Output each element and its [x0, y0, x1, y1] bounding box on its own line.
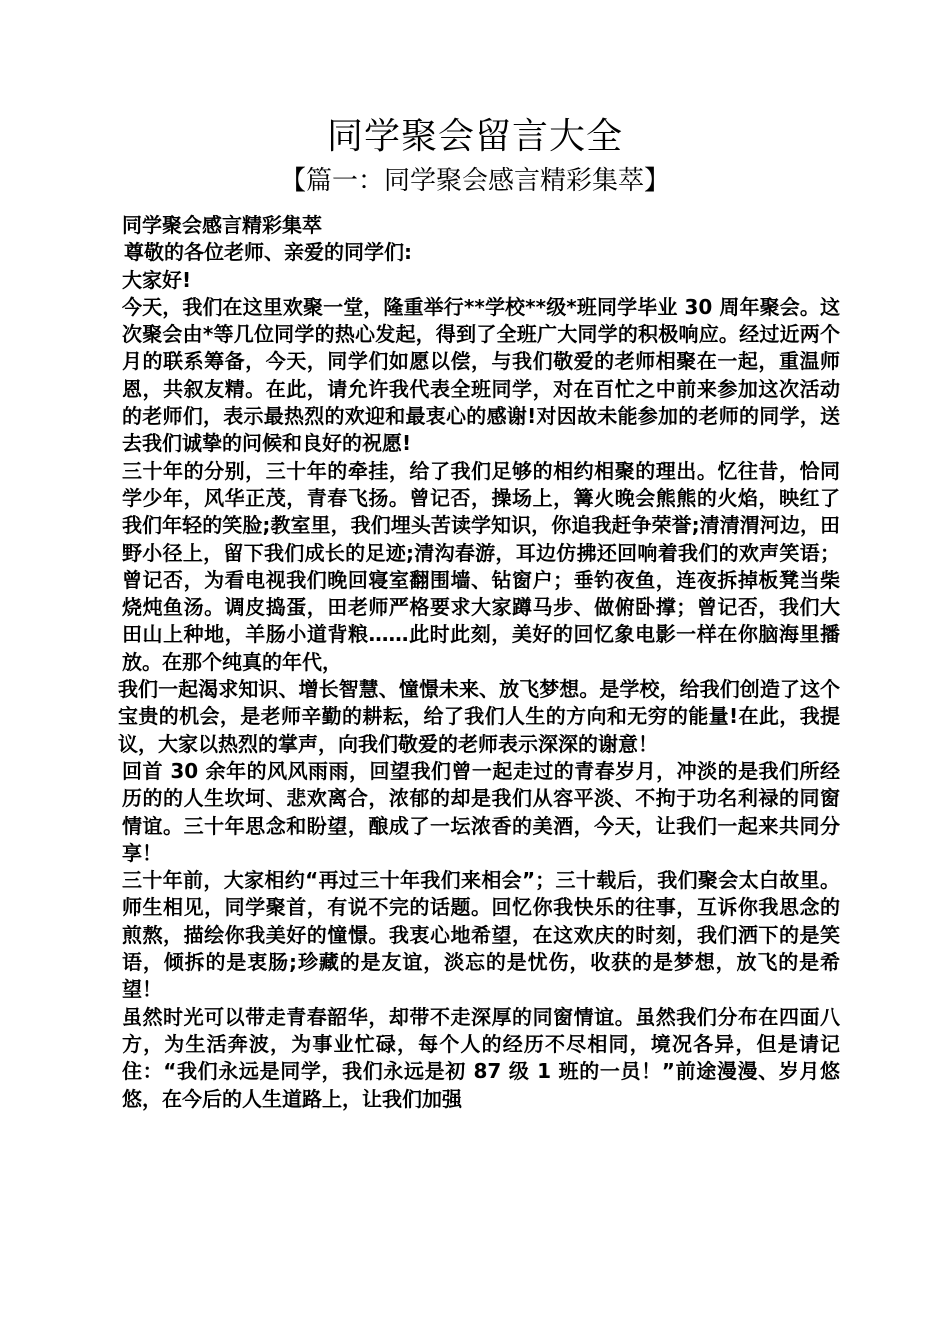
body-paragraph: 回首 30 余年的风风雨雨，回望我们曾一起走过的青春岁月，冲淡的是我们所经历的的人生坎坷、悲欢离合，浓郁的却是我们从容平淡、不拘于功名利禄的同窗情谊。三十年思念和盼望，酿成了一坛浓香的美酒，今天，让我们一起来共同分享！ [122, 758, 840, 865]
body-paragraph: 三十年的分别，三十年的牵挂，给了我们足够的相约相聚的理出。忆往昔，恰同学少年，风华正茂，青春飞扬。曾记否，操场上，篝火晚会熊熊的火焰，映红了我们年轻的笑脸;教室里，我们埋头苦读学知识，你追我赶争荣誉;清清渭河边，田野小径上，留下我们成长的足迹;清沟春游，耳边仿拂还回响着我们的欢声笑语；曾记否，为看电视我们晚回寝室翻围墙、钻窗户；垂钓夜鱼，连夜拆掉板凳当柴烧炖鱼汤。调皮捣蛋，田老师严格要求大家蹲马步、做俯卧撑；曾记否，我们大田山上种地，羊肠小道背粮……此时此刻，美好的回忆象电影一样在你脑海里播放。在那个纯真的年代， [122, 458, 840, 674]
body-paragraph: 我们一起渴求知识、增长智慧、憧憬未来、放飞梦想。是学校，给我们创造了这个宝贵的机会，是老师辛勤的耕耘，给了我们人生的方向和无穷的能量!在此，我提议，大家以热烈的掌声，向我们敬爱的老师表示深深的谢意！ [118, 677, 840, 756]
body-paragraph: 虽然时光可以带走青春韶华，却带不走深厚的同窗情谊。虽然我们分布在四面八方，为生活奔波，为事业忙碌，每个人的经历不尽相同，境况各异，但是请记住：“我们永远是同学，我们永远是初 87 级 1 班的一员！”前途漫漫、岁月悠悠，在今后的人生道路上，让我们加强 [122, 1004, 840, 1111]
body-paragraph: 三十年前，大家相约“再过三十年我们来相会”；三十载后，我们聚会太白故里。师生相见，同学聚首，有说不完的话题。回忆你我快乐的往事，互诉你我思念的煎熬，描绘你我美好的憧憬。我衷心地希望，在这欢庆的时刻，我们洒下的是笑语，倾拆的是衷肠;珍藏的是友谊，淡忘的是忧伤，收获的是梦想，放飞的是希望！ [122, 868, 840, 1002]
document-body [118, 212, 840, 1113]
section-heading: 同学聚会感言精彩集萃 [122, 213, 322, 237]
body-paragraph: 今天，我们在这里欢聚一堂，隆重举行**学校**级*班同学毕业 30 周年聚会。这次聚会由*等几位同学的热心发起，得到了全班广大同学的积极响应。经过近两个月的联系筹备，今天，同学们如愿以偿，与我们敬爱的老师相聚在一起，重温师恩，共叙友精。在此，请允许我代表全班同学，对在百忙之中前来参加这次活动的老师们，表示最热烈的欢迎和最衷心的感谢!对因故未能参加的老师的同学，送去我们诚挚的问候和良好的祝愿! [122, 294, 840, 456]
greeting: 大家好! [122, 267, 192, 292]
document-title: 同学聚会留言大全 [326, 116, 623, 157]
document-subtitle: 【篇一：同学聚会感言精彩集萃】 [279, 166, 670, 196]
salutation: 尊敬的各位老师、亲爱的同学们: [124, 240, 412, 265]
